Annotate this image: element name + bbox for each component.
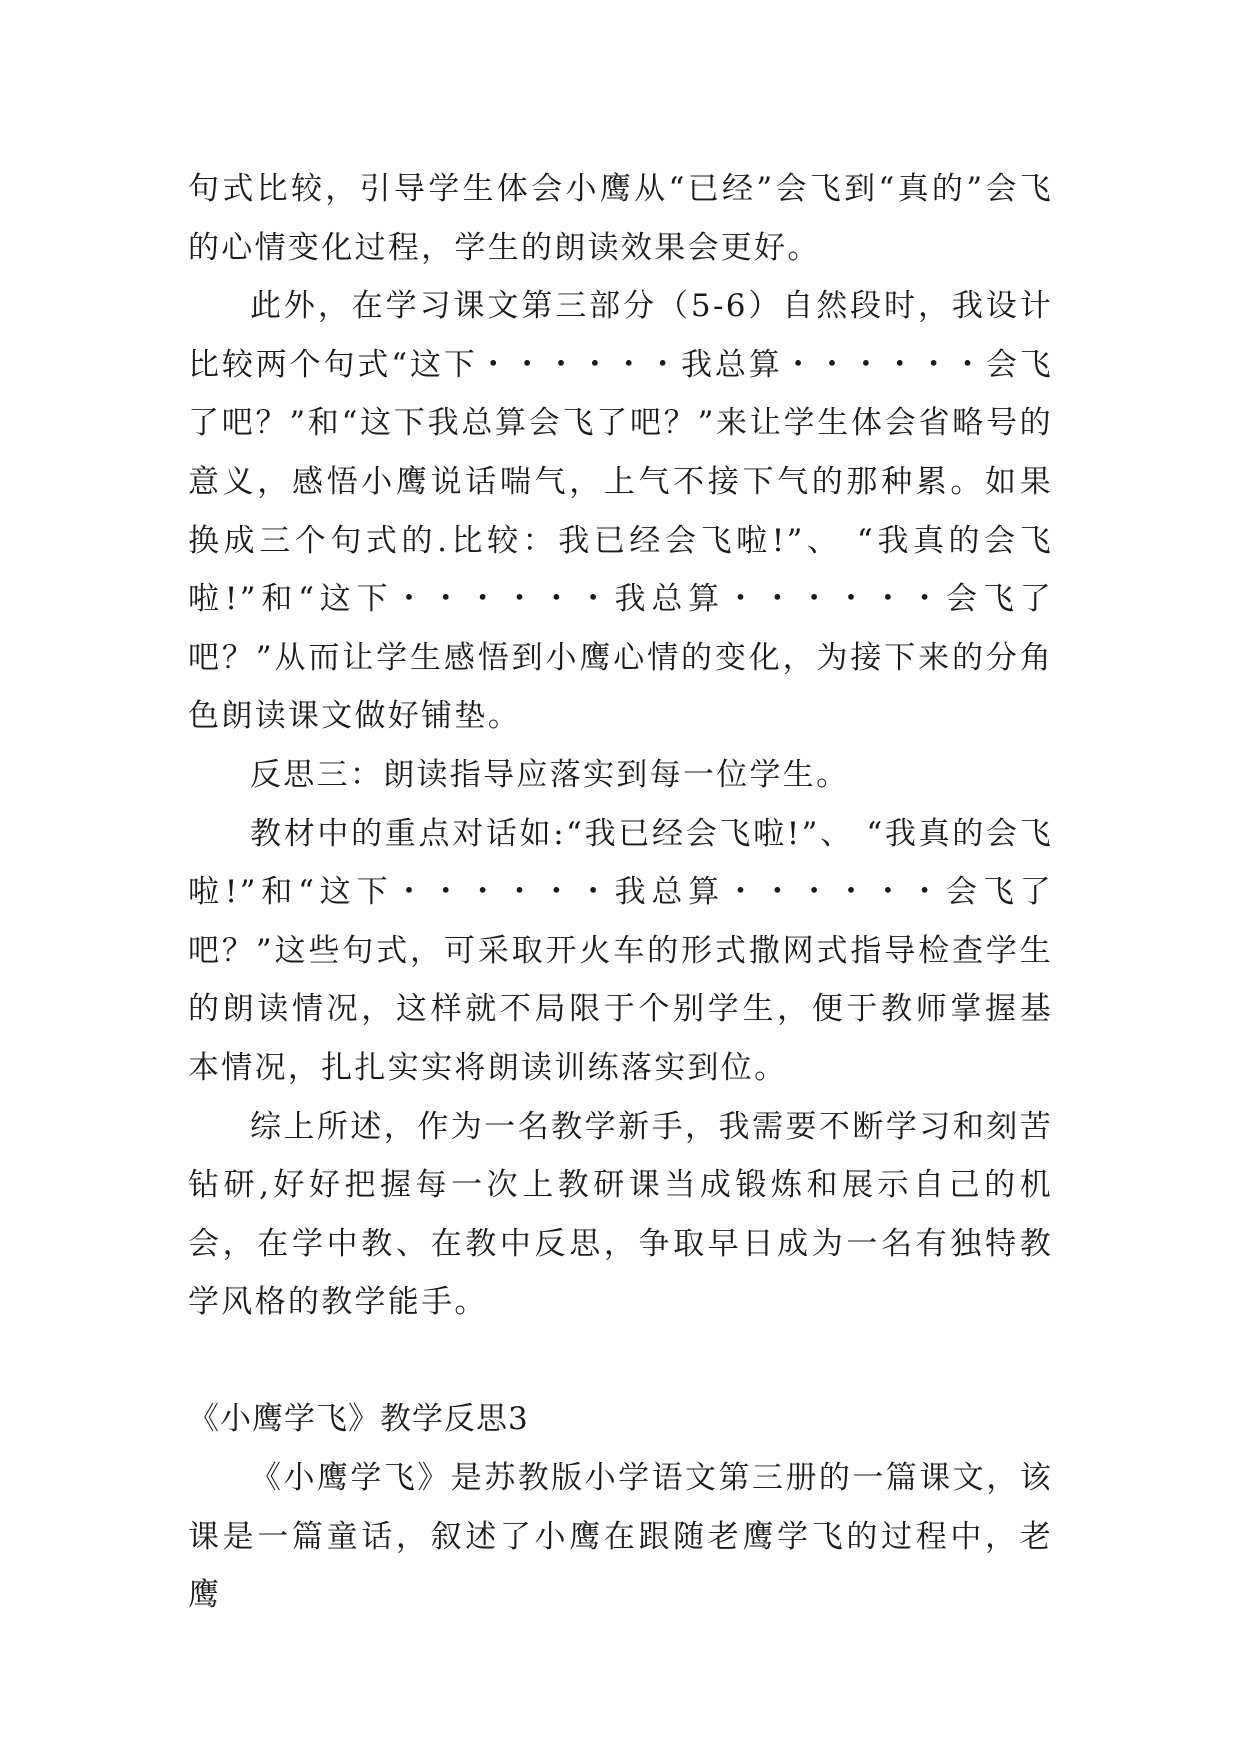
paragraph-summary: 综上所述，作为一名教学新手，我需要不断学习和刻苦钻研,好好把握每一次上教研课当成锻炼和展示自己的机会，在学中教、在教中反思，争取早日成为一名有独特教学风格的教学能手。 (188, 1108, 1053, 1321)
section-title: 《小鹰学飞》教学反思3 (188, 1401, 529, 1438)
section-spacer (188, 1332, 1053, 1391)
paragraph-key-dialogue: 教材中的重点对话如:“我已经会飞啦!”、 “我真的会飞啦!”和“这下・・・・・・我总算・・・・・・会飞了吧？”这些句式，可采取开火车的形式撒网式指导检查学生的朗读情况，这样就不局限于个别学生，便于教师掌握基本情况，扎扎实实将朗读训练落实到位。 (188, 815, 1053, 1086)
paragraph-continuation: 句式比较，引导学生体会小鹰从“已经”会飞到“真的”会飞的心情变化过程，学生的朗读效果会更好。 (188, 171, 1053, 266)
paragraph-sentence-comparison: 此外，在学习课文第三部分（5-6）自然段时，我设计比较两个句式“这下・・・・・・我总算・・・・・・会飞了吧？”和“这下我总算会飞了吧？”来让学生体会省略号的意义，感悟小鹰说话喘气，上气不接下气的那种累。如果换成三个句式的.比较：我已经会飞啦!”、 “我真的会飞啦!”和“这下・・・・・・我总算・・・・・・会飞了吧？”从而让学生感悟到小鹰心情的变化，为接下来的分角色朗读课文做好铺垫。 (188, 288, 1053, 735)
paragraph-section-intro: 《小鹰学飞》是苏教版小学语文第三册的一篇课文，该课是一篇童话，叙述了小鹰在跟随老鹰学飞的过程中，老鹰 (188, 1460, 1053, 1614)
paragraph-reflection-three: 反思三：朗读指导应落实到每一位学生。 (250, 756, 850, 793)
document-body (188, 160, 1053, 1625)
